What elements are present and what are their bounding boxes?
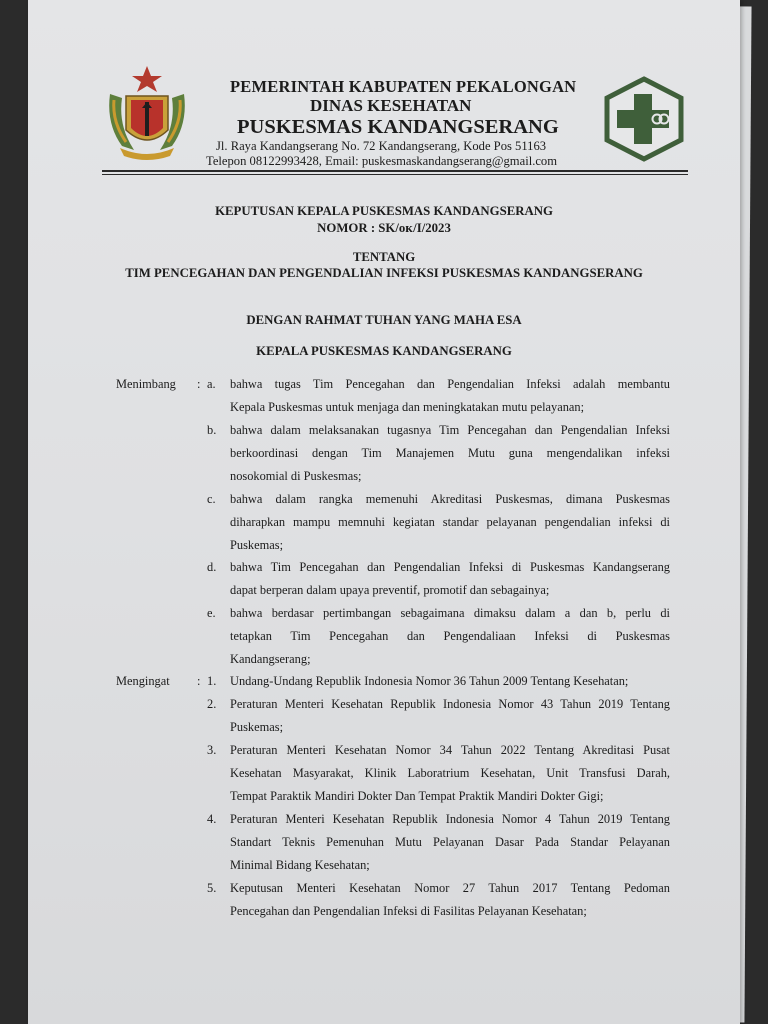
menimbang-mark-e: e. xyxy=(207,606,216,620)
kop-office: PUSKESMAS KANDANGSERANG xyxy=(237,116,559,138)
kop-agency: DINAS KESEHATAN xyxy=(310,96,472,115)
menimbang-c-line-1: bahwa dalam rangka memenuhi Akreditasi Puskesmas, dimana Puskesmas xyxy=(230,492,670,506)
menimbang-label: Menimbang xyxy=(116,377,176,391)
mengingat-mark-5: 5. xyxy=(207,881,217,895)
puskesmas-logo-icon xyxy=(602,76,686,162)
mengingat-4-line-2: Standart Teknis Pemenuhan Mutu Pelayanan Dasar Pada Standar Pelayanan xyxy=(230,835,670,849)
decree-about: TENTANG xyxy=(352,250,416,264)
mengingat-3-line-2: Kesehatan Masyarakat, Klinik Laboratrium Kesehatan, Unit Transfusi Darah, xyxy=(230,766,670,780)
menimbang-d-line-2: dapat berperan dalam upaya preventif, promotif dan sebagainya; xyxy=(230,583,550,597)
decree-title: KEPUTUSAN KEPALA PUSKESMAS KANDANGSERANG xyxy=(215,204,553,218)
menimbang-b-line-1: bahwa dalam melaksanakan tugasnya Tim Pencegahan dan Pengendalian Infeksi xyxy=(230,423,670,437)
menimbang-a-line-1: bahwa tugas Tim Pencegahan dan Pengendalian Infeksi adalah membantu xyxy=(230,377,670,391)
menimbang-mark-a: a. xyxy=(207,377,216,391)
kop-government: PEMERINTAH KABUPATEN PEKALONGAN xyxy=(230,77,577,96)
menimbang-mark-b: b. xyxy=(207,423,217,437)
decree-number: NOMOR : SK/ᴏᴋ/I/2023 xyxy=(317,221,451,235)
menimbang-a-line-2: Kepala Puskesmas untuk menjaga dan meningkatakan mutu pelayanan; xyxy=(230,400,585,414)
menimbang-e-line-2: tetapkan Tim Pencegahan dan Pengendaliaan Infeksi di Puskesmas xyxy=(230,629,670,643)
menimbang-c-line-2: diharapkan mampu memnuhi kegiatan standar pelayanan pengendalian infeksi di xyxy=(230,515,670,529)
mengingat-mark-3: 3. xyxy=(207,743,217,757)
mengingat-2-line-1: Peraturan Menteri Kesehatan Republik Indonesia Nomor 43 Tahun 2019 Tentang xyxy=(230,697,670,711)
mengingat-mark-2: 2. xyxy=(207,697,217,711)
mengingat-mark-4: 4. xyxy=(207,812,217,826)
kop-contact: Telepon 08122993428, Email: puskesmaskandangserang@gmail.com xyxy=(206,154,558,168)
mengingat-4-line-1: Peraturan Menteri Kesehatan Republik Indonesia Nomor 4 Tahun 2019 Tentang xyxy=(230,812,670,826)
menimbang-c-line-3: Puskemas; xyxy=(230,538,284,552)
mengingat-mark-1: 1. xyxy=(207,674,217,688)
decree-subject: TIM PENCEGAHAN DAN PENGENDALIAN INFEKSI PUSKESMAS KANDANGSERANG xyxy=(125,266,643,280)
blessing-line: DENGAN RAHMAT TUHAN YANG MAHA ESA xyxy=(246,313,522,327)
regency-emblem-icon xyxy=(104,64,190,162)
mengingat-1-line-1: Undang-Undang Republik Indonesia Nomor 36 Tahun 2009 Tentang Kesehatan; xyxy=(230,674,629,688)
mengingat-5-line-1: Keputusan Menteri Kesehatan Nomor 27 Tahun 2017 Tentang Pedoman xyxy=(230,881,670,895)
mengingat-colon: : xyxy=(197,674,201,688)
menimbang-e-line-1: bahwa berdasar pertimbangan sebagaimana dimaksu dalam a dan b, perlu di xyxy=(230,606,670,620)
menimbang-mark-c: c. xyxy=(207,492,216,506)
kop-rule-thick xyxy=(102,170,688,172)
mengingat-2-line-2: Puskemas; xyxy=(230,720,284,734)
mengingat-label: Mengingat xyxy=(116,674,170,688)
head-title: KEPALA PUSKESMAS KANDANGSERANG xyxy=(256,344,512,358)
kop-address: Jl. Raya Kandangserang No. 72 Kandangserang, Kode Pos 51163 xyxy=(216,139,547,153)
mengingat-4-line-3: Minimal Bidang Kesehatan; xyxy=(230,858,370,872)
mengingat-5-line-2: Pencegahan dan Pengendalian Infeksi di Fasilitas Pelayanan Kesehatan; xyxy=(230,904,587,918)
kop-rule-thin xyxy=(102,174,688,175)
menimbang-b-line-3: nosokomial di Puskesmas; xyxy=(230,469,362,483)
menimbang-b-line-2: berkoordinasi dengan Tim Manajemen Mutu guna mengendalikan infeksi xyxy=(230,446,670,460)
mengingat-3-line-1: Peraturan Menteri Kesehatan Nomor 34 Tahun 2022 Tentang Akreditasi Pusat xyxy=(230,743,670,757)
menimbang-e-line-3: Kandangserang; xyxy=(230,652,311,666)
menimbang-colon: : xyxy=(197,377,201,391)
mengingat-3-line-3: Tempat Paraktik Mandiri Dokter Dan Tempat Praktik Mandiri Dokter Gigi; xyxy=(230,789,604,803)
menimbang-d-line-1: bahwa Tim Pencegahan dan Pengendalian Infeksi di Puskesmas Kandangserang xyxy=(230,560,670,574)
menimbang-mark-d: d. xyxy=(207,560,217,574)
